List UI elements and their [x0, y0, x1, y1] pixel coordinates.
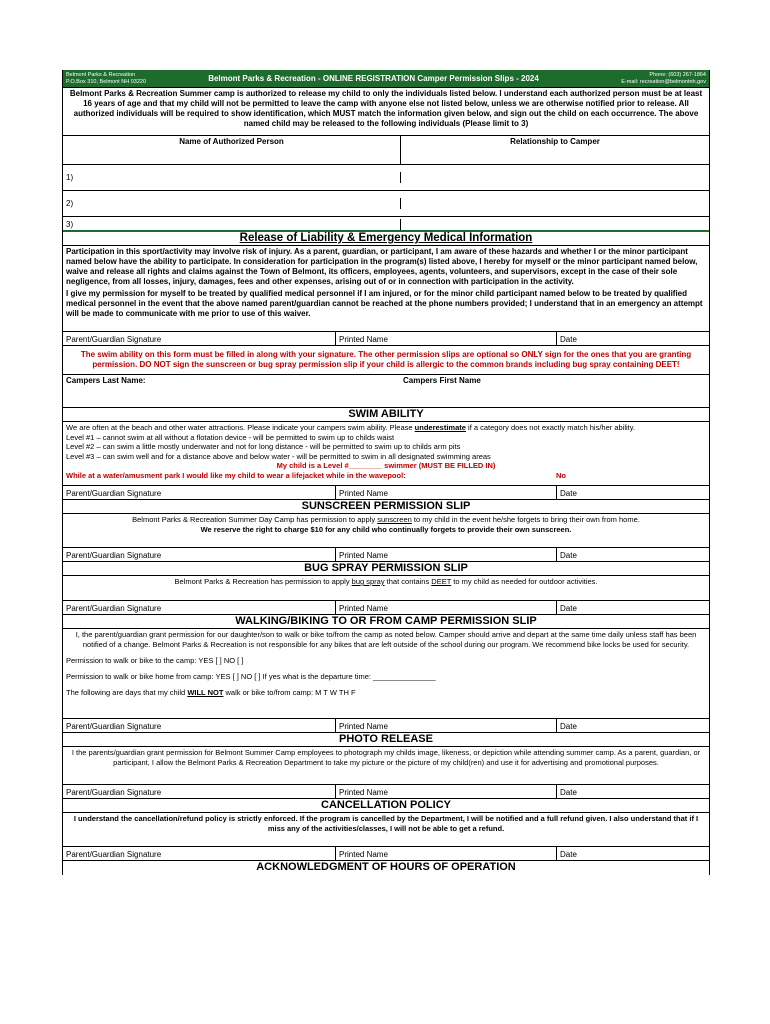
- swim-intro: [66, 423, 706, 433]
- swim-level-entry[interactable]: My child is a Level #________ swimmer (MUST BE FILLED IN): [276, 461, 496, 470]
- swim-intro-emphasis: underestimate: [414, 423, 466, 432]
- parent-signature-label[interactable]: Parent/Guardian Signature: [63, 601, 336, 614]
- walking-signature-row[interactable]: [63, 718, 709, 733]
- walk-from-camp-permission[interactable]: Permission to walk or bike home from camp: YES [ ] NO [ ] If yes what is the departure time: _______________: [66, 672, 436, 681]
- walk-to-camp-permission[interactable]: Permission to walk or bike to the camp: YES [ ] NO [ ]: [66, 656, 244, 665]
- bug-spray-line: [63, 576, 709, 600]
- intro-paragraph: Belmont Parks & Recreation Summer camp is authorized to release my child to only the individuals listed below. I understand each authorized person must be at least 16 years of age and that my child will not be permitted to leave the camp with anyone else not listed below, unless we are otherwise notified prior to release. All authorized individuals will be required to show identification, which MUST match the information given below, and sign out the child on each occurrence. The above named child may be released to the following individuals (Please limit to 3): [63, 88, 709, 136]
- camper-name-row[interactable]: [63, 375, 709, 408]
- release-para-1: Participation in this sport/activity may involve risk of injury. As a parent, guardian, or participant, I am aware of these hazards and whether I or the minor participant named below have the ability to participate. In consideration for participation in the program(s) listed above, I hereby for myself or the minor participant named below, waive and release all rights and claims against the Town of Belmont, its officers, employees, agents, volunteers, and supervisors, except in the case of their sole negligence, from all losses, injury, damages, fees and other expenses, arising out of or in connection with participation in the activity.: [66, 247, 698, 286]
- sunscreen-emphasis: sunscreen: [377, 515, 412, 524]
- org-name: Belmont Parks & Recreation: [66, 71, 136, 78]
- lifejacket-answer[interactable]: No: [556, 470, 566, 480]
- bug-text-end: to my child as needed for outdoor activities.: [451, 577, 598, 586]
- authorized-header-row: [63, 136, 709, 165]
- contact-block: [556, 72, 709, 86]
- swim-intro-text-end: if a category does not exactly match his/her ability.: [465, 423, 636, 432]
- parent-signature-label[interactable]: Parent/Guardian Signature: [63, 719, 336, 732]
- cancellation-paragraph: I understand the cancellation/refund policy is strictly enforced. If the program is cancelled by the Department, I will be notified and a full refund given. I also understand that if I miss any of the activities/classes, I will not be able to get a refund.: [73, 814, 699, 833]
- org-email: E-mail: recreation@belmontnh.gov: [621, 78, 706, 85]
- swim-level-1: Level #1 – cannot swim at all without a flotation device - will be permitted to swim up to childs waist: [66, 432, 395, 442]
- bug-text: Belmont Parks & Recreation has permission to apply: [174, 577, 352, 586]
- photo-release-paragraph: I the parents/guardian grant permission for Belmont Summer Camp employees to photograph my childs image, likeness, or depiction while attending summer camp. As a parent, guardian, or participant, I allow the Belmont Parks & Recreation Department to take my picture or the picture of my child(ren) and use it for advertising and promotional purposes.: [71, 748, 701, 767]
- org-phone: Phone: (603) 267-1864: [649, 71, 706, 78]
- bug-emphasis-1: bug spray: [351, 577, 385, 586]
- sunscreen-signature-row[interactable]: [63, 547, 709, 562]
- authorized-row-1[interactable]: [63, 165, 709, 191]
- date-label[interactable]: Date: [560, 722, 577, 731]
- parent-signature-label[interactable]: Parent/Guardian Signature: [63, 847, 336, 860]
- relationship-1[interactable]: [401, 164, 709, 191]
- date-label[interactable]: Date: [560, 551, 577, 560]
- swim-title: SWIM ABILITY: [63, 408, 709, 422]
- lifejacket-row: [66, 471, 706, 481]
- authorized-name-3[interactable]: 3): [63, 219, 401, 230]
- form-header: [63, 70, 709, 88]
- date-label[interactable]: Date: [560, 489, 577, 498]
- authorized-row-3[interactable]: [63, 217, 709, 230]
- parent-signature-label[interactable]: Parent/Guardian Signature: [63, 486, 336, 499]
- swim-level-3: Level #3 – can swim well and for a distance above and below water - will be permitted to swim in all designated swimming areas: [66, 451, 491, 461]
- printed-name-label[interactable]: Printed Name: [336, 486, 557, 499]
- sunscreen-line-1: [66, 515, 706, 525]
- printed-name-label[interactable]: Printed Name: [336, 719, 557, 732]
- parent-signature-label[interactable]: Parent/Guardian Signature: [63, 548, 336, 561]
- authorized-name-1[interactable]: 1): [63, 172, 401, 183]
- walk-days-emphasis: WILL NOT: [187, 688, 224, 697]
- cancellation-signature-row[interactable]: [63, 846, 709, 861]
- printed-name-label[interactable]: Printed Name: [336, 785, 557, 798]
- walking-biking-paragraph: I, the parent/guardian grant permission for our daughter/son to walk or bike to/from the camp as noted below. Camper should arrive and depart at the same time daily unless staff has been notified of a change. Belmont Parks & Recreation is not responsible for any bikes that are left outside of the school during our program. We recommend bike locks be used for security.: [75, 630, 697, 649]
- spacer: [63, 702, 709, 718]
- camper-last-name-label[interactable]: Campers Last Name:: [66, 376, 146, 385]
- date-label[interactable]: Date: [560, 604, 577, 613]
- bug-text-mid: that contains: [384, 577, 432, 586]
- swim-block: [63, 422, 709, 481]
- authorized-row-2[interactable]: [63, 191, 709, 217]
- authorized-name-2[interactable]: 2): [63, 198, 401, 209]
- swim-level-2: Level #2 – can swim a little mostly underwater and not for long distance - will be permitted to swim up to childs arm pits: [66, 442, 461, 451]
- relationship-3[interactable]: [401, 215, 709, 230]
- sunscreen-block: [63, 514, 709, 547]
- walking-biking-title: WALKING/BIKING TO OR FROM CAMP PERMISSION SLIP: [63, 615, 709, 629]
- acknowledgment-title: ACKNOWLEDGMENT OF HOURS OF OPERATION: [256, 861, 516, 873]
- photo-release-title: PHOTO RELEASE: [63, 733, 709, 747]
- release-title: Release of Liability & Emergency Medical Information: [63, 230, 709, 246]
- lifejacket-question: While at a water/amusment park I would like my child to wear a lifejacket while in the wavepool:: [66, 470, 406, 480]
- printed-name-label[interactable]: Printed Name: [336, 548, 557, 561]
- printed-name-label[interactable]: Printed Name: [336, 332, 557, 345]
- release-signature-row[interactable]: [63, 331, 709, 346]
- col-authorized-name: Name of Authorized Person: [63, 136, 401, 164]
- swim-notice: The swim ability on this form must be filled in along with your signature. The other permission slips are optional so ONLY sign for the ones that you are granting permission. DO NOT sign the sunscreen or bug spray permission slip if your child is allergic to the common brands including bug spray containing DEET!: [63, 346, 709, 375]
- org-block: [63, 72, 191, 86]
- cancellation-title: CANCELLATION POLICY: [63, 799, 709, 813]
- relationship-2[interactable]: [401, 190, 709, 217]
- sunscreen-title: SUNSCREEN PERMISSION SLIP: [63, 500, 709, 514]
- swim-intro-text: We are often at the beach and other water attractions. Please indicate your campers swim ability. Please: [66, 423, 415, 432]
- photo-signature-row[interactable]: [63, 784, 709, 799]
- walk-days-line[interactable]: [66, 685, 706, 701]
- printed-name-label[interactable]: Printed Name: [336, 847, 557, 860]
- sunscreen-text: Belmont Parks & Recreation Summer Day Camp has permission to apply: [132, 515, 378, 524]
- permission-form: [62, 70, 710, 875]
- printed-name-label[interactable]: Printed Name: [336, 601, 557, 614]
- release-para-2: I give my permission for myself to be treated by qualified medical personnel if I am injured, or for the minor child participant named below to be treated by qualified medical personnel in the event that the above named parent/guardian cannot be reached at the phone numbers provided; I understand that in an emergency an attempt will be made to communicate with me prior to use of this waiver.: [66, 289, 703, 318]
- date-label[interactable]: Date: [560, 335, 577, 344]
- parent-signature-label[interactable]: Parent/Guardian Signature: [63, 332, 336, 345]
- sunscreen-text-end: to my child in the event he/she forgets to bring their own from home.: [411, 515, 640, 524]
- bug-spray-signature-row[interactable]: [63, 600, 709, 615]
- swim-signature-row[interactable]: [63, 485, 709, 500]
- org-address: P.O.Box 310, Belmont NH 03220: [66, 78, 147, 85]
- date-label[interactable]: Date: [560, 850, 577, 859]
- parent-signature-label[interactable]: Parent/Guardian Signature: [63, 785, 336, 798]
- bug-emphasis-2: DEET: [431, 577, 452, 586]
- camper-first-name-label[interactable]: Campers First Name: [403, 376, 481, 385]
- sunscreen-line-2: We reserve the right to charge $10 for any child who continually forgets to provide their own sunscreen.: [200, 525, 572, 534]
- walking-biking-options: [63, 651, 709, 702]
- bug-spray-title: BUG SPRAY PERMISSION SLIP: [63, 562, 709, 576]
- col-relationship: Relationship to Camper: [510, 137, 600, 146]
- walk-days-text: The following are days that my child: [66, 688, 188, 697]
- date-label[interactable]: Date: [560, 788, 577, 797]
- form-title: Belmont Parks & Recreation - ONLINE REGISTRATION Camper Permission Slips - 2024: [208, 74, 539, 83]
- walk-days-options[interactable]: walk or bike to/from camp: M T W TH F: [223, 688, 356, 697]
